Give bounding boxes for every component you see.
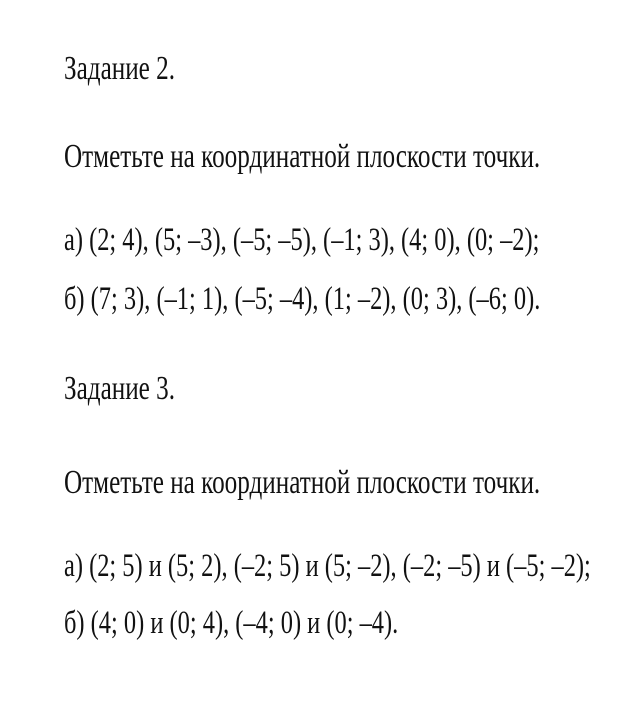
task-2-title: Задание 2. bbox=[64, 50, 175, 87]
task-2-item-a: а) (2; 4), (5; –3), (–5; –5), (–1; 3), (4; 0), (0; –2); bbox=[64, 222, 540, 258]
task-3-instruction: Отметьте на координатной плоскости точки. bbox=[64, 464, 541, 501]
cropped-line-fragment bbox=[160, 0, 390, 7]
task-2-instruction: Отметьте на координатной плоскости точки. bbox=[64, 138, 541, 175]
task-3-item-b: б) (4; 0) и (0; 4), (–4; 0) и (0; –4). bbox=[64, 605, 399, 641]
task-2-item-b: б) (7; 3), (–1; 1), (–5; –4), (1; –2), (0; 3), (–6; 0). bbox=[64, 281, 541, 317]
task-3-item-a: а) (2; 5) и (5; 2), (–2; 5) и (5; –2), (–2; –5) и (–5; –2); bbox=[64, 548, 591, 584]
task-3-title: Задание 3. bbox=[64, 370, 175, 407]
